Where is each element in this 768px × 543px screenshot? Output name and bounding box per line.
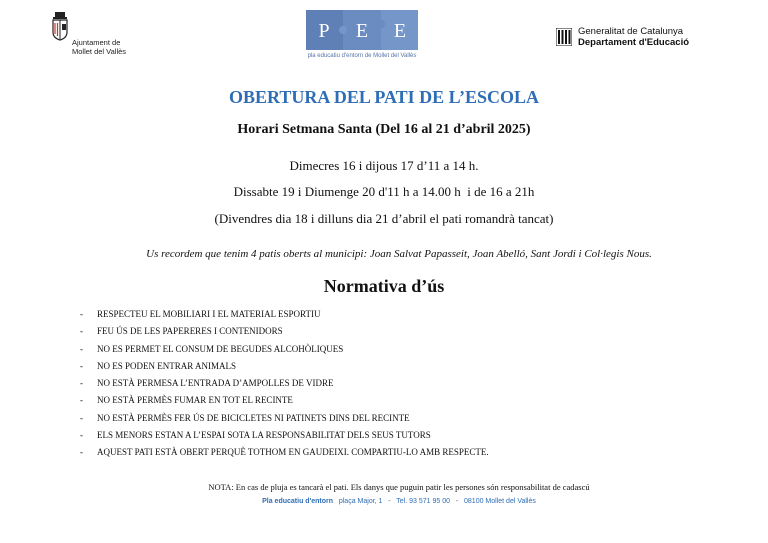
- ajuntament-logo: [50, 12, 160, 60]
- schedule-line-3: (Divendres dia 18 i dilluns dia 21 d’abril el pati romandrà tancat): [214, 211, 554, 226]
- schedule-line-2: Dissabte 19 i Diumenge 20 d'11 h a 14.00 h i de 16 a 21h: [233, 184, 535, 199]
- schedule-line-1: Dimecres 16 i dijous 17 d’11 a 14 h.: [289, 158, 479, 173]
- rule-text: AQUEST PATI ESTÀ OBERT PERQUÈ TOTHOM EN GAUDEIXI. COMPARTIU-LO AMB RESPECTE.: [97, 447, 489, 458]
- schedule-subtitle: Horari Setmana Santa (Del 16 al 21 d’abril 2025): [237, 122, 531, 137]
- rule-text: NO ESTÀ PERMESA L’ENTRADA D’AMPOLLES DE VIDRE: [97, 378, 334, 389]
- generalitat-line1: Generalitat de Catalunya: [578, 26, 684, 37]
- rule-bullet: -: [80, 378, 83, 389]
- rule-item: [80, 375, 740, 392]
- ajuntament-line1: Ajuntament de: [72, 38, 121, 47]
- rule-item: [80, 306, 740, 323]
- rule-text: NO ESTÀ PERMÈS FER ÚS DE BICICLETES NI PATINETS DINS DEL RECINTE: [97, 412, 410, 423]
- rule-text: NO ESTÀ PERMÈS FUMAR EN TOT EL RECINTE: [97, 395, 293, 406]
- senyera-stripes-icon: [556, 28, 572, 46]
- pee-letter-2: E: [355, 20, 369, 42]
- rule-bullet: -: [80, 326, 83, 337]
- pee-tagline: pla educatiu d'entorn de Mollet del Vallès: [307, 53, 417, 59]
- rule-text: NO ES PERMET EL CONSUM DE BEGUDES ALCOHÒLIQUES: [97, 343, 344, 354]
- rule-bullet: -: [80, 412, 83, 423]
- rule-bullet: -: [80, 309, 83, 319]
- puzzle-tiles-icon: [306, 10, 418, 50]
- rule-item: [80, 358, 740, 375]
- reminder-text: Us recordem que tenim 4 patis oberts al municipi: Joan Salvat Papasseit, Joan Abelló, Sant Jordi i Col·legis Nous.: [146, 248, 652, 260]
- pee-letter-3: E: [393, 20, 407, 42]
- rain-note: NOTA: En cas de pluja es tancarà el pati. Els danys que puguin patir les persones són responsabilitat de cadascú: [208, 482, 590, 492]
- rule-text: NO ES PODEN ENTRAR ANIMALS: [97, 360, 237, 371]
- rule-bullet: -: [80, 447, 83, 458]
- pee-logo: [306, 10, 418, 64]
- rule-text: RESPECTEU EL MOBILIARI I EL MATERIAL ESPORTIU: [97, 309, 321, 319]
- rule-bullet: -: [80, 395, 83, 406]
- rule-item: [80, 392, 740, 409]
- rule-item: [80, 341, 740, 358]
- footer-address: plaça Major, 1 - Tel. 93 571 95 00 - 08100 Mollet del Vallès: [338, 498, 536, 505]
- normativa-title: Normativa d’ús: [323, 276, 445, 296]
- rule-item: [80, 444, 740, 461]
- footer-contact: [0, 498, 768, 505]
- letterhead: [0, 0, 768, 80]
- footer-org: Pla educatiu d'entorn: [262, 498, 334, 505]
- ajuntament-line2: Mollet del Vallès: [72, 47, 127, 56]
- rule-text: ELS MENORS ESTAN A L’ESPAI SOTA LA RESPONSABILITAT DELS SEUS TUTORS: [97, 430, 431, 441]
- pee-letter-1: P: [318, 20, 330, 42]
- rule-bullet: -: [80, 430, 83, 441]
- rule-bullet: -: [80, 343, 83, 354]
- rule-item: [80, 410, 740, 427]
- coat-of-arms-icon: [50, 12, 70, 48]
- rule-text: FEU ÚS DE LES PAPERERES I CONTENIDORS: [97, 326, 283, 337]
- rules-list: [80, 306, 740, 462]
- rule-bullet: -: [80, 360, 83, 371]
- generalitat-logo: [556, 26, 736, 52]
- generalitat-line2: Departament d'Educació: [578, 37, 690, 48]
- page-title: OBERTURA DEL PATI DE L’ESCOLA: [228, 87, 540, 107]
- rule-item: [80, 323, 740, 340]
- rule-item: [80, 427, 740, 444]
